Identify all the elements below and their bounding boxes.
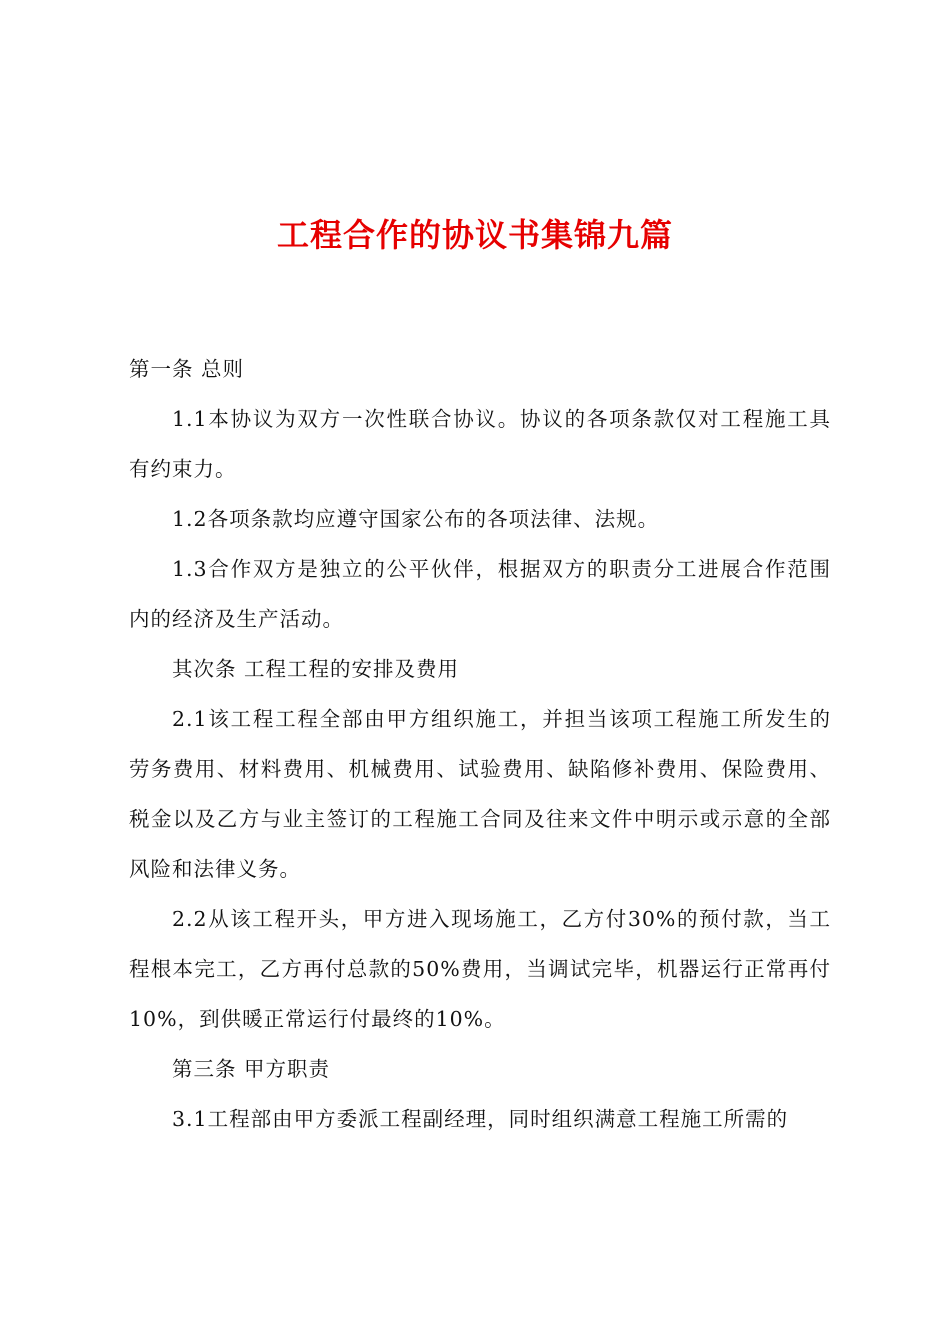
article-heading-1: 第一条 总则 [129, 357, 245, 381]
article-heading-3: 第三条 甲方职责 [172, 1057, 331, 1081]
clause-3-1: 3.1工程部由甲方委派工程副经理，同时组织满意工程施工所需的 [172, 1107, 789, 1131]
clause-1-2: 1.2各项条款均应遵守国家公布的各项法律、法规。 [172, 507, 660, 531]
document-title: 工程合作的协议书集锦九篇 [276, 216, 673, 254]
clause-2-1: 2.1该工程工程全部由甲方组织施工，并担当该项工程施工所发生的劳务费用、材料费用、机械费用、试验费用、缺陷修补费用、保险费用、税金以及乙方与业主签订的工程施工合同及往来文件中明示或示意的全部风险和法律义务。 [129, 707, 831, 881]
clause-2-2: 2.2从该工程开头，甲方进入现场施工，乙方付30%的预付款，当工程根本完工，乙方再付总款的50%费用，当调试完毕，机器运行正常再付10%，到供暖正常运行付最终的10%。 [129, 907, 831, 1031]
clause-1-3: 1.3合作双方是独立的公平伙伴，根据双方的职责分工进展合作范围内的经济及生产活动。 [129, 557, 831, 631]
document-body [129, 344, 831, 1144]
article-heading-2: 其次条 工程工程的安排及费用 [172, 657, 460, 681]
clause-1-1: 1.1本协议为双方一次性联合协议。协议的各项条款仅对工程施工具有约束力。 [129, 407, 831, 481]
